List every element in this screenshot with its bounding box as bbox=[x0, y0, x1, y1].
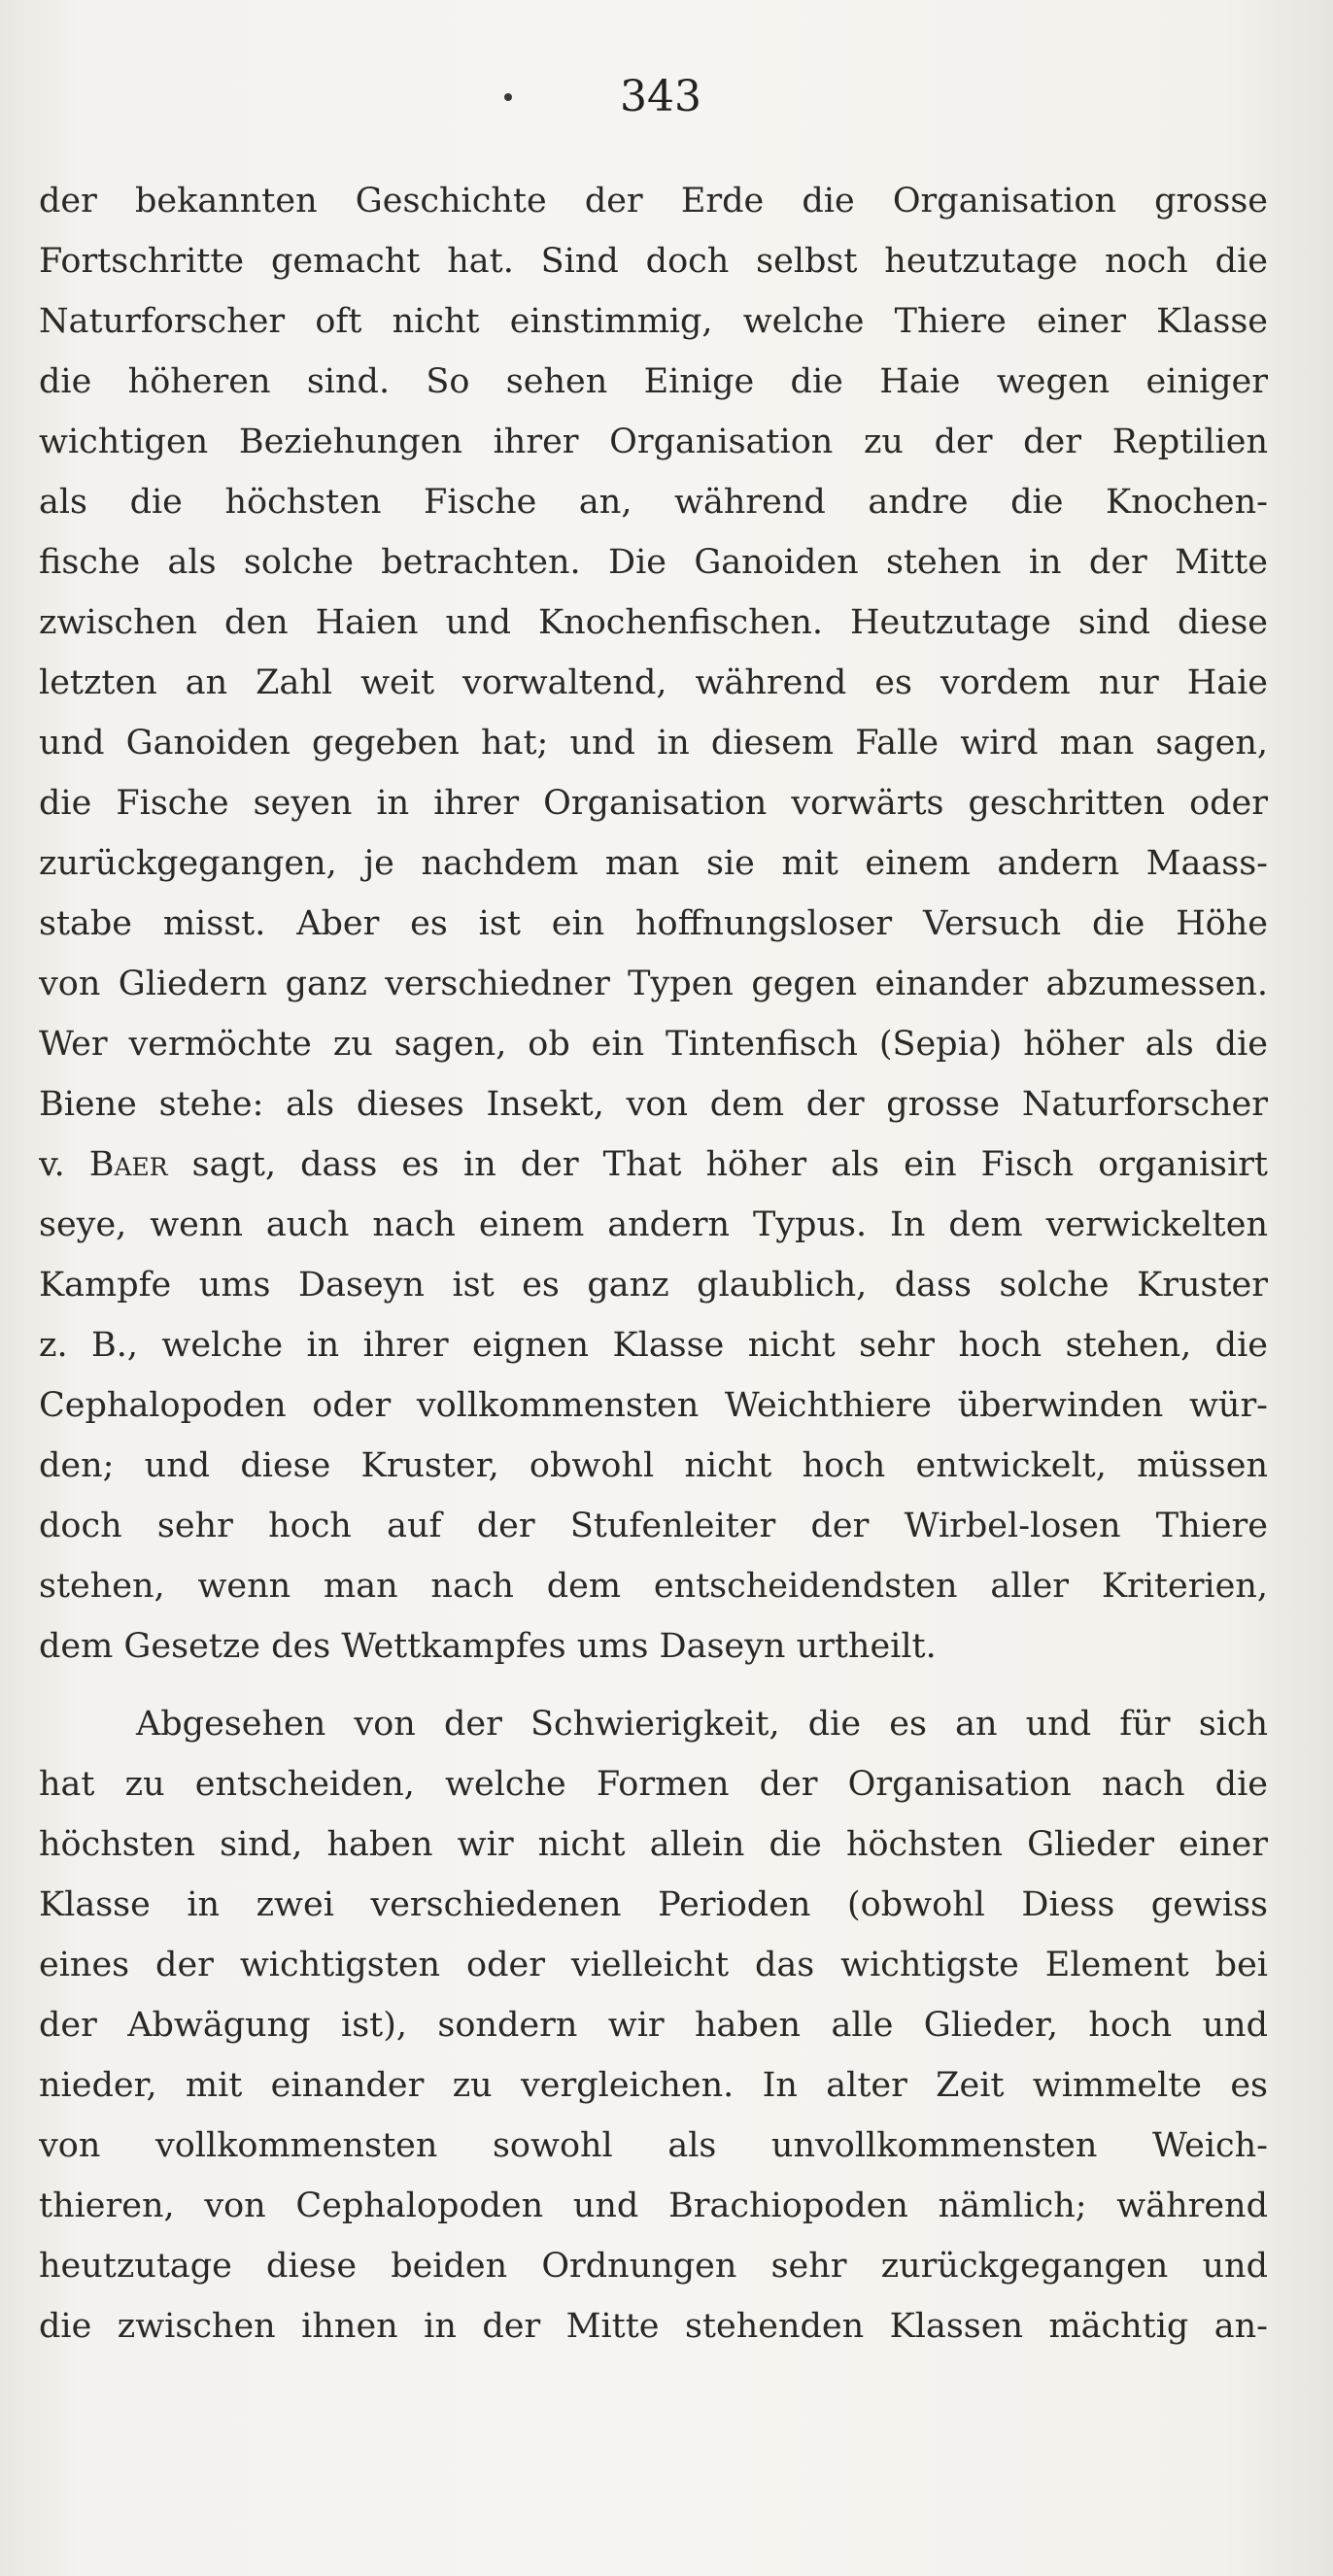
text-line: Abgesehen von der Schwierigkeit, die es an und für sich bbox=[136, 1705, 1268, 1744]
text-line: zurückgegangen, je nachdem man sie mit einem andern Maass- bbox=[39, 844, 1268, 883]
text-line: Klasse in zwei verschiedenen Perioden (obwohl Diess gewiss bbox=[39, 1885, 1268, 1924]
text-line: Biene stehe: als dieses Insekt, von dem der grosse Naturforscher bbox=[39, 1085, 1268, 1124]
text-line: hat zu entscheiden, welche Formen der Organisation nach die bbox=[39, 1765, 1268, 1804]
text-line: dem Gesetze des Wettkampfes ums Daseyn urtheilt. bbox=[39, 1627, 937, 1666]
text-line: der Abwägung ist), sondern wir haben alle Glieder, hoch und bbox=[39, 2006, 1268, 2045]
text-line: den; und diese Kruster, obwohl nicht hoch entwickelt, müssen bbox=[39, 1446, 1268, 1485]
text-line: Fortschritte gemacht hat. Sind doch selbst heutzutage noch die bbox=[39, 242, 1268, 281]
text-line-baer bbox=[39, 1135, 1268, 1195]
text-line: die Fische seyen in ihrer Organisation vorwärts geschritten oder bbox=[39, 784, 1268, 823]
text-line: heutzutage diese beiden Ordnungen sehr zurückgegangen und bbox=[39, 2247, 1268, 2286]
text-line: wichtigen Beziehungen ihrer Organisation zu der der Reptilien bbox=[39, 423, 1268, 461]
text-line: eines der wichtigsten oder vielleicht das wichtigste Element bei bbox=[39, 1946, 1268, 1984]
text-line: fische als solche betrachten. Die Ganoiden stehen in der Mitte bbox=[39, 543, 1268, 582]
text-line: die zwischen ihnen in der Mitte stehenden Klassen mächtig an- bbox=[39, 2307, 1268, 2346]
text-line: seye, wenn auch nach einem andern Typus. In dem verwickelten bbox=[39, 1205, 1268, 1244]
text-line: die höheren sind. So sehen Einige die Haie wegen einiger bbox=[39, 362, 1268, 401]
text-line: thieren, von Cephalopoden und Brachiopoden nämlich; während bbox=[39, 2186, 1268, 2225]
text-line: z. B., welche in ihrer eignen Klasse nicht sehr hoch stehen, die bbox=[39, 1326, 1268, 1365]
author-name-baer: Baer bbox=[88, 1145, 168, 1184]
text-line: höchsten sind, haben wir nicht allein die höchsten Glieder einer bbox=[39, 1825, 1268, 1864]
text-line: der bekannten Geschichte der Erde die Organisation grosse bbox=[39, 182, 1268, 220]
text-line: Kampfe ums Daseyn ist es ganz glaublich, dass solche Kruster bbox=[39, 1266, 1268, 1305]
text-line: nieder, mit einander zu vergleichen. In alter Zeit wimmelte es bbox=[39, 2066, 1268, 2105]
text-line: doch sehr hoch auf der Stufenleiter der Wirbel-losen Thiere bbox=[39, 1507, 1268, 1545]
text-line: stehen, wenn man nach dem entscheidendsten aller Kriterien, bbox=[39, 1567, 1268, 1606]
text-line: Naturforscher oft nicht einstimmig, welche Thiere einer Klasse bbox=[39, 302, 1268, 341]
text-line: Cephalopoden oder vollkommensten Weichthiere überwinden wür- bbox=[39, 1386, 1268, 1425]
page-marker-dot bbox=[504, 93, 512, 101]
text-line: Wer vermöchte zu sagen, ob ein Tintenfisch (Sepia) höher als die bbox=[39, 1025, 1268, 1064]
text-line: von vollkommensten sowohl als unvollkommensten Weich- bbox=[39, 2126, 1268, 2165]
text-line: zwischen den Haien und Knochenfischen. Heutzutage sind diese bbox=[39, 603, 1268, 642]
text-line: von Gliedern ganz verschiedner Typen gegen einander abzumessen. bbox=[39, 965, 1268, 1003]
page-number: 343 bbox=[620, 72, 701, 121]
text-line: als die höchsten Fische an, während andre die Knochen- bbox=[39, 483, 1268, 522]
text-fragment: sagt, dass es in der That höher als ein Fisch organisirt bbox=[167, 1145, 1268, 1184]
text-fragment: v. bbox=[39, 1145, 89, 1184]
text-line: stabe misst. Aber es ist ein hoffnungsloser Versuch die Höhe bbox=[39, 904, 1268, 943]
text-line: letzten an Zahl weit vorwaltend, während es vordem nur Haie bbox=[39, 663, 1268, 702]
body-text bbox=[39, 171, 1268, 2356]
text-line: und Ganoiden gegeben hat; und in diesem Falle wird man sagen, bbox=[39, 724, 1268, 763]
